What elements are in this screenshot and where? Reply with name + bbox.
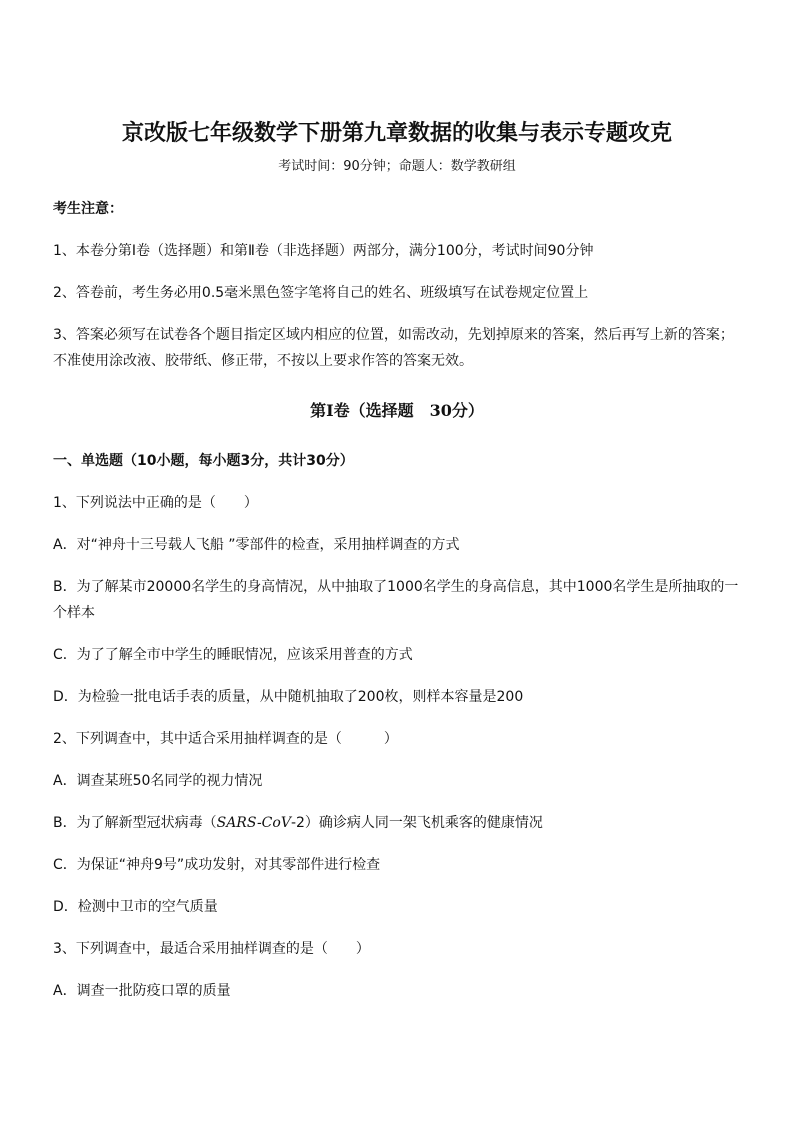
question-3-option-a: A．调查一批防疫口罩的质量 bbox=[53, 983, 231, 999]
notice-item-2: 2、答卷前，考生务必用0.5毫米黑色签字笔将自己的姓名、班级填写在试卷规定位置上 bbox=[53, 285, 589, 301]
question-3-stem: 3、下列调查中，最适合采用抽样调查的是（ ） bbox=[53, 941, 370, 957]
question-1-stem: 1、下列说法中正确的是（ ） bbox=[53, 495, 258, 511]
question-2-option-d: D．检测中卫市的空气质量 bbox=[53, 899, 218, 915]
question-2-option-b-tail: -2）确诊病人同一架飞机乘客的健康情况 bbox=[290, 815, 543, 831]
question-2-option-c: C．为保证“神舟9号”成功发射，对其零部件进行检查 bbox=[53, 857, 381, 873]
page-subtitle: 考试时间：90分钟；命题人：数学教研组 bbox=[278, 159, 516, 174]
page-title: 京改版七年级数学下册第九章数据的收集与表示专题攻克 bbox=[121, 120, 672, 146]
question-2-option-b bbox=[53, 810, 743, 836]
question-2-option-a: A．调查某班50名同学的视力情况 bbox=[53, 773, 263, 789]
question-2-stem: 2、下列调查中，其中适合采用抽样调查的是（ ） bbox=[53, 731, 398, 747]
question-2-option-b-lead: B．为了解新型冠状病毒（ bbox=[53, 815, 217, 831]
part-title: 第Ⅰ卷（选择题 30分） bbox=[310, 401, 484, 420]
notice-item-3: 3、答案必须写在试卷各个题目指定区域内相应的位置，如需改动，先划掉原来的答案，然后再写上新的答案；不准使用涂改液、胶带纸、修正带，不按以上要求作答的答案无效。 bbox=[53, 327, 734, 369]
notice-item-1: 1、本卷分第Ⅰ卷（选择题）和第Ⅱ卷（非选择题）两部分，满分100分，考试时间90分钟 bbox=[53, 243, 594, 259]
question-1-option-d: D．为检验一批电话手表的质量，从中随机抽取了200枚，则样本容量是200 bbox=[53, 689, 524, 705]
question-1-option-a: A．对“神舟十三号载人飞船 ”零部件的检查，采用抽样调查的方式 bbox=[53, 537, 460, 553]
question-2-option-b-virus: SARS-CoV bbox=[216, 815, 291, 831]
question-1-option-b: B．为了解某市20000名学生的身高情况，从中抽取了1000名学生的身高信息，其中1000名学生是所抽取的一个样本 bbox=[53, 579, 739, 621]
notice-heading: 考生注意： bbox=[53, 201, 123, 217]
section-heading: 一、单选题（10小题，每小题3分，共计30分） bbox=[53, 453, 354, 469]
question-1-option-c: C．为了了解全市中学生的睡眠情况，应该采用普查的方式 bbox=[53, 647, 413, 663]
